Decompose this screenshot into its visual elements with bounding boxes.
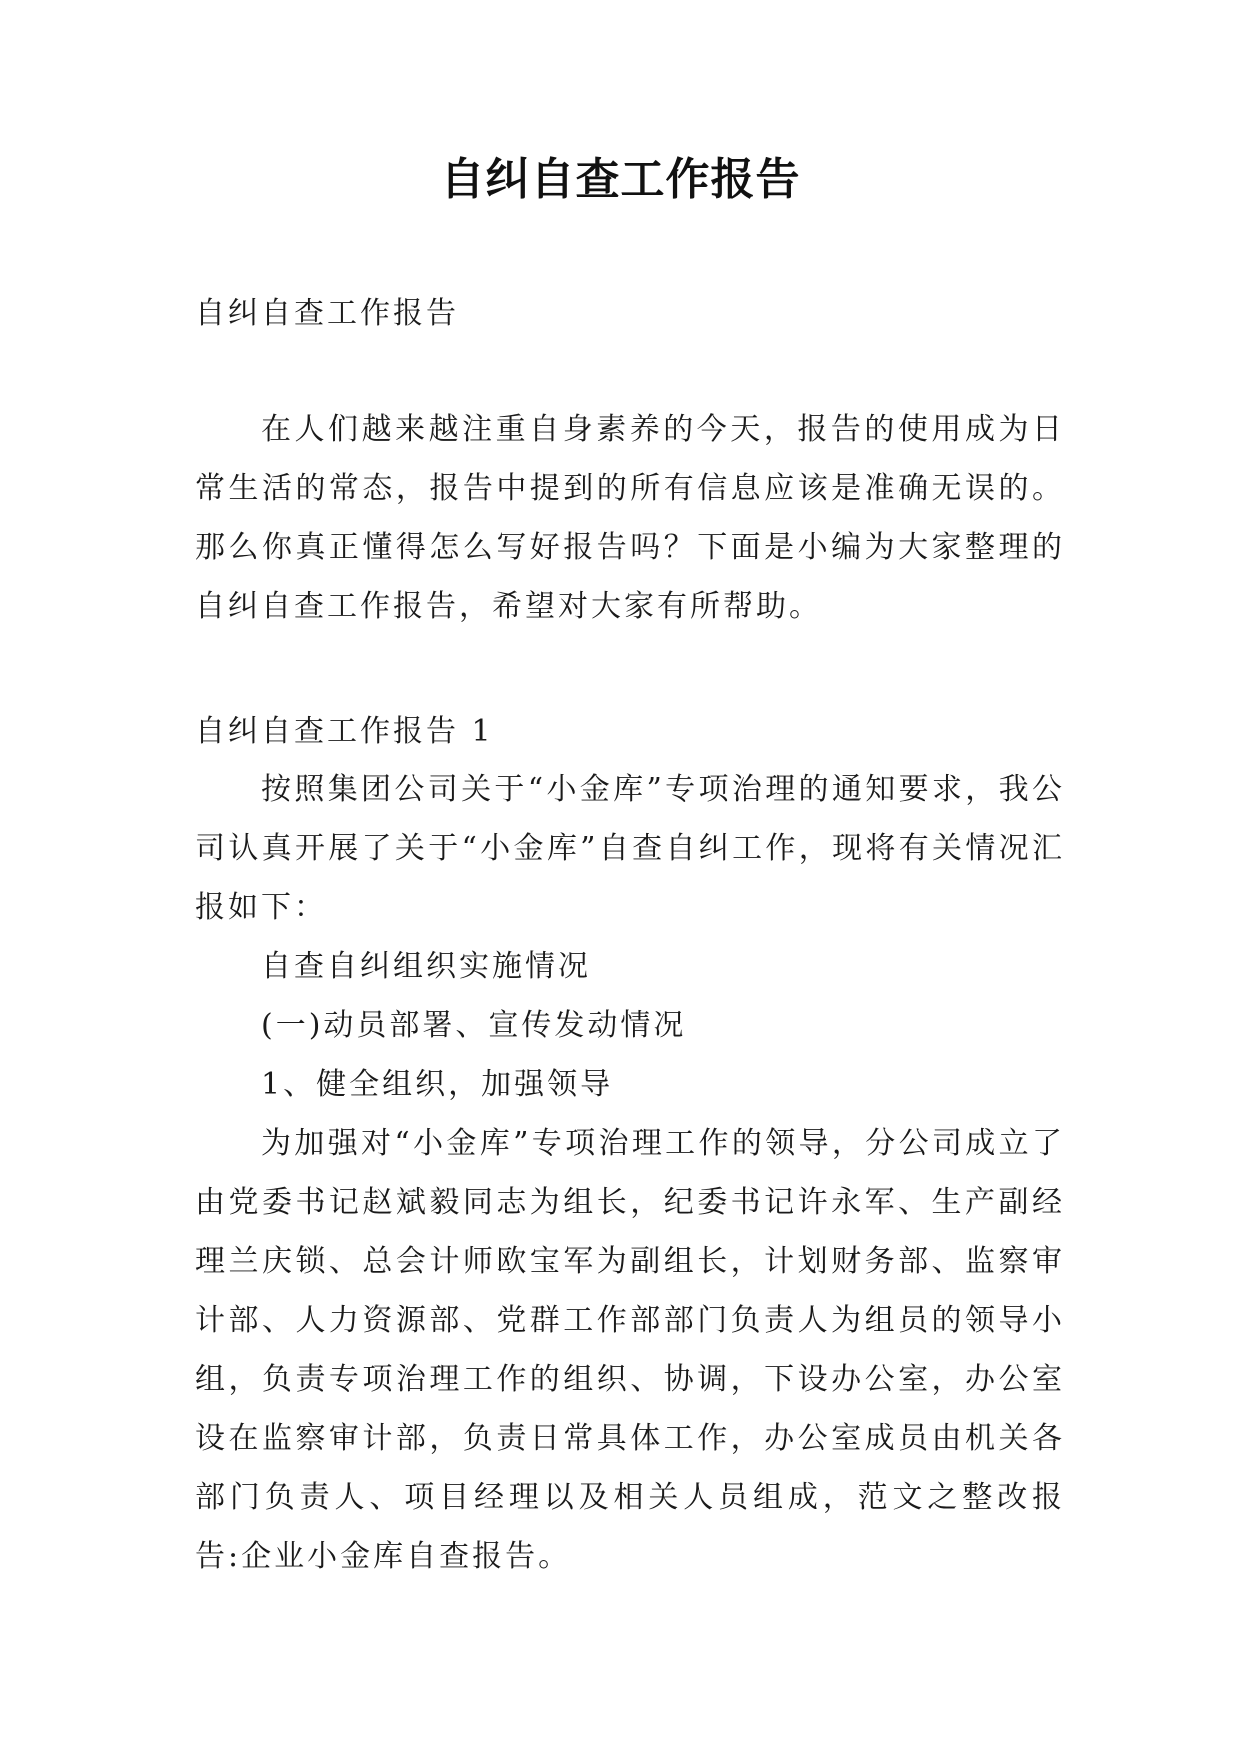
body-heading-organization: 1、健全组织，加强领导 [261,1067,614,1102]
intro-section [195,400,1065,636]
report-body [195,760,1065,1586]
intro-paragraph: 在人们越来越注重自身素养的今天，报告的使用成为日常生活的常态，报告中提到的所有信息应该是准确无误的。那么你真正懂得怎么写好报告吗？下面是小编为大家整理的自纠自查工作报告，希望对大家有所帮助。 [195,412,1065,624]
body-heading-mobilization: (一)动员部署、宣传发动情况 [261,1008,687,1043]
section-heading [195,702,1065,761]
body-paragraph: 为加强对“小金库”专项治理工作的领导，分公司成立了由党委书记赵斌毅同志为组长，纪委书记许永军、生产副经理兰庆锁、总会计师欧宝军为副组长，计划财务部、监察审计部、人力资源部、党群工作部部门负责人为组员的领导小组，负责专项治理工作的组织、协调，下设办公室，办公室设在监察审计部，负责日常具体工作，办公室成员由机关各部门负责人、项目经理以及相关人员组成，范文之整改报告:企业小金库自查报告。 [195,1126,1065,1574]
document-title: 自纠自查工作报告 [440,154,801,205]
body-paragraph: 按照集团公司关于“小金库”专项治理的通知要求，我公司认真开展了关于“小金库”自查自纠工作，现将有关情况汇报如下： [195,772,1065,925]
subtitle-text: 自纠自查工作报告 [195,296,459,331]
section-heading-text: 自纠自查工作报告 1 [195,714,494,749]
document-subtitle [195,284,1065,343]
body-heading-implementation: 自查自纠组织实施情况 [261,949,591,984]
